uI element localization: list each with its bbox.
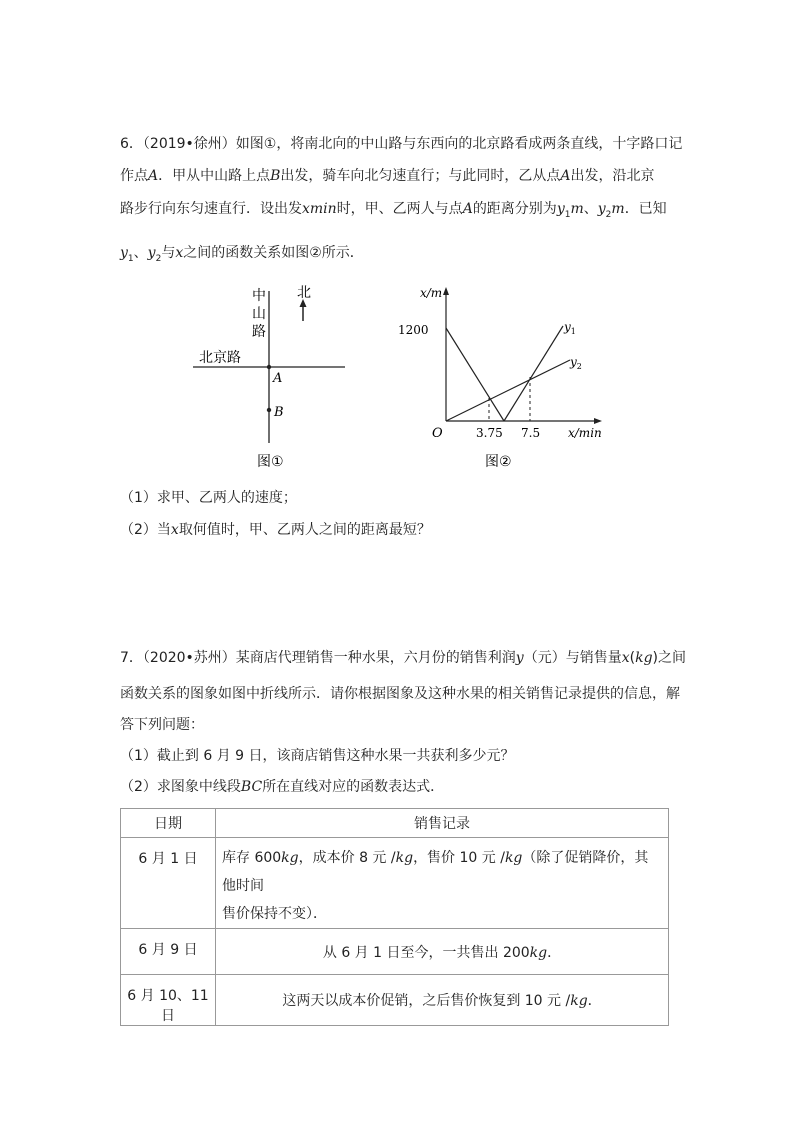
q6-sub-2: （2）当x取何值时，甲、乙两人之间的距离最短？ — [120, 522, 431, 538]
figure-2-distance-graph — [390, 283, 610, 475]
q6-line-4: $y_1$、$y_2$与x之间的函数关系如图②所示． — [120, 245, 364, 264]
header-date: 日期 — [121, 809, 216, 838]
q7-sub-1: （1）截止到 6 月 9 日，该商店销售这种水果一共获利多少元？ — [120, 748, 515, 764]
table-row — [121, 975, 669, 1026]
road-v-char-3: 路 — [252, 324, 266, 340]
q6-line-3: 路步行向东匀速直行．设出发xmin时，甲、乙两人与点A的距离分别为$y_1m$、$y_2m$．已知 — [120, 201, 667, 220]
figure-1-caption: 图① — [257, 454, 284, 470]
origin-label: O — [432, 426, 443, 441]
y-tick-1200: 1200 — [398, 323, 429, 337]
y1-line-ascending — [504, 326, 563, 421]
q6-line-2: 作点A．甲从中山路上点B出发，骑车向北匀速直行；与此同时，乙从点A出发，沿北京 — [120, 168, 655, 184]
row-3-date: 6 月 10、11 日 — [121, 975, 216, 1026]
point-a-label: A — [273, 371, 283, 386]
table-header-row — [121, 809, 669, 838]
row-2-record: 从 6 月 1 日至今，一共售出 200kg． — [216, 929, 669, 975]
row-2-date: 6 月 9 日 — [121, 929, 216, 975]
x-tick-7-5: 7.5 — [521, 426, 541, 440]
header-record: 销售记录 — [216, 809, 669, 838]
y2-label: $y_2$ — [570, 355, 582, 371]
point-a-dot — [267, 365, 271, 369]
y-axis-label: x/m — [420, 286, 443, 300]
q7-line-1: 7．（2020•苏州）某商店代理销售一种水果，六月份的销售利润y（元）与销售量x(kg)之间 — [120, 650, 687, 666]
road-v-char-2: 山 — [252, 306, 266, 322]
x-axis-arrow-icon — [594, 418, 602, 424]
q6-sub-1: （1）求甲、乙两人的速度； — [120, 490, 297, 506]
q6-line-1: 6．（2019•徐州）如图①，将南北向的中山路与东西向的北京路看成两条直线，十字路口记 — [120, 136, 683, 152]
q7-line-2: 函数关系的图象如图中折线所示．请你根据图象及这种水果的相关销售记录提供的信息，解 — [120, 686, 680, 702]
table-row — [121, 838, 669, 929]
north-label: 北 — [297, 285, 311, 301]
x-axis-label: x/min — [568, 426, 602, 440]
figure-2-caption: 图② — [485, 454, 512, 470]
q7-line-3: 答下列问题： — [120, 717, 204, 733]
point-b-label: B — [274, 405, 284, 420]
row-1-date: 6 月 1 日 — [121, 838, 216, 929]
row-1-record: 库存 600kg，成本价 8 元 /kg，售价 10 元 /kg（除了促销降价，其他时间 售价保持不变）． — [216, 838, 669, 929]
sales-record-table — [120, 808, 669, 1026]
road-v-char-1: 中 — [252, 288, 266, 304]
beijing-road-label: 北京路 — [199, 350, 241, 366]
table-row — [121, 929, 669, 975]
q7-sub-2: （2）求图象中线段BC所在直线对应的函数表达式． — [120, 779, 445, 795]
y2-line — [446, 360, 570, 421]
x-tick-3-75: 3.75 — [476, 426, 503, 440]
figure-1-road-map — [185, 283, 355, 473]
y1-label: $y_1$ — [564, 320, 576, 336]
y-axis-arrow-icon — [443, 287, 449, 295]
row-3-record: 这两天以成本价促销，之后售价恢复到 10 元 /kg． — [216, 975, 669, 1026]
point-b-dot — [267, 408, 271, 412]
